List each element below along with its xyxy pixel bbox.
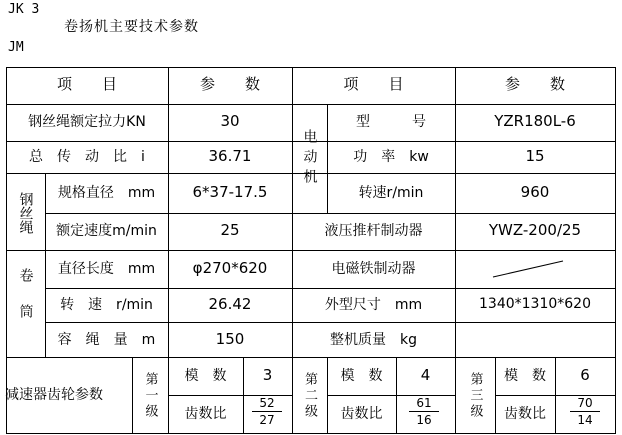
group-label-drum: 卷筒 <box>17 268 34 340</box>
value-motor-speed: 960 <box>520 183 550 201</box>
value-drum-size: φ270*620 <box>192 259 268 277</box>
label-rope-force: 钢丝绳额定拉力KN <box>28 114 146 130</box>
col-header-param-left: 参 数 <box>199 75 260 93</box>
label-capacity: 容 绳 量 m <box>57 332 156 348</box>
group-label-motor: 电动机 <box>301 129 318 189</box>
gear-stage-1-teeth-numerator: 52 <box>259 396 275 410</box>
gear-stage-2-label: 第二级 <box>302 372 317 420</box>
document-title: 卷扬机主要技术参数 <box>64 19 199 35</box>
drawing-code-bottom: JM <box>8 40 24 55</box>
value-ratio: 36.71 <box>208 147 252 165</box>
value-motor-power: 15 <box>525 147 545 165</box>
col-header-item-left: 项 目 <box>56 75 117 93</box>
label-motor-power: 功 率 kw <box>353 149 429 165</box>
col-header-item-right: 项 目 <box>343 75 404 93</box>
label-gear-params: 减速器齿轮参数 <box>5 387 103 403</box>
label-rope-speed: 额定速度m/min <box>56 223 157 239</box>
gear-stage-1-label: 第一级 <box>142 372 158 420</box>
value-rope-speed: 25 <box>220 221 240 239</box>
gear-stage-2-teeth-label: 齿数比 <box>340 406 383 422</box>
value-rope-spec: 6*37-17.5 <box>192 183 268 201</box>
label-motor-speed: 转速r/min <box>358 185 424 201</box>
gear-stage-2-teeth-denominator: 16 <box>416 413 432 427</box>
gear-stage-3-label: 第三级 <box>467 372 483 420</box>
value-rope-force: 30 <box>220 112 240 130</box>
gear-stage-3-module-value: 6 <box>580 366 590 384</box>
gear-stage-3-teeth-numerator: 70 <box>577 396 593 410</box>
gear-stage-3-teeth-label: 齿数比 <box>504 406 546 422</box>
label-electromagnetic-brake: 电磁铁制动器 <box>331 261 416 277</box>
gear-stage-3-teeth-ratio <box>570 397 600 426</box>
gear-stage-3-teeth-denominator: 14 <box>577 413 593 427</box>
value-capacity: 150 <box>215 330 245 348</box>
label-drum-speed: 转 速 r/min <box>60 297 153 313</box>
gear-stage-2-teeth-numerator: 61 <box>416 396 432 410</box>
gear-stage-2-module-value: 4 <box>420 366 431 384</box>
group-label-wire-rope: 钢丝绳 <box>17 192 34 234</box>
gear-stage-1-module-value: 3 <box>262 366 273 384</box>
gear-stage-1-module-label: 模 数 <box>184 368 227 384</box>
value-hydraulic-brake: YWZ-200/25 <box>488 221 582 239</box>
gear-stage-1-teeth-label: 齿数比 <box>184 406 227 422</box>
label-ratio: 总 传 动 比 i <box>29 149 145 165</box>
label-drum-size: 直径长度 mm <box>57 261 156 277</box>
col-header-param-right: 参 数 <box>504 75 565 93</box>
label-hydraulic-brake: 液压推杆制动器 <box>324 223 423 239</box>
value-motor-model: YZR180L-6 <box>494 112 576 130</box>
value-drum-speed: 26.42 <box>208 295 252 313</box>
label-rope-spec: 规格直径 mm <box>57 185 156 201</box>
gear-stage-2-module-label: 模 数 <box>340 368 383 384</box>
gear-stage-3-module-label: 模 数 <box>504 368 546 384</box>
label-motor-model: 型 号 <box>356 114 426 130</box>
gear-stage-1-teeth-denominator: 27 <box>259 413 275 427</box>
gear-stage-1-teeth-ratio <box>252 397 282 426</box>
value-dimensions: 1340*1310*620 <box>479 296 591 312</box>
label-dimensions: 外型尺寸 mm <box>324 297 423 313</box>
label-mass: 整机质量 kg <box>330 332 417 348</box>
drawing-code-top: JK 3 <box>8 2 40 17</box>
value-electromagnetic-brake-dash <box>455 250 615 288</box>
gear-stage-2-teeth-ratio <box>409 397 439 426</box>
